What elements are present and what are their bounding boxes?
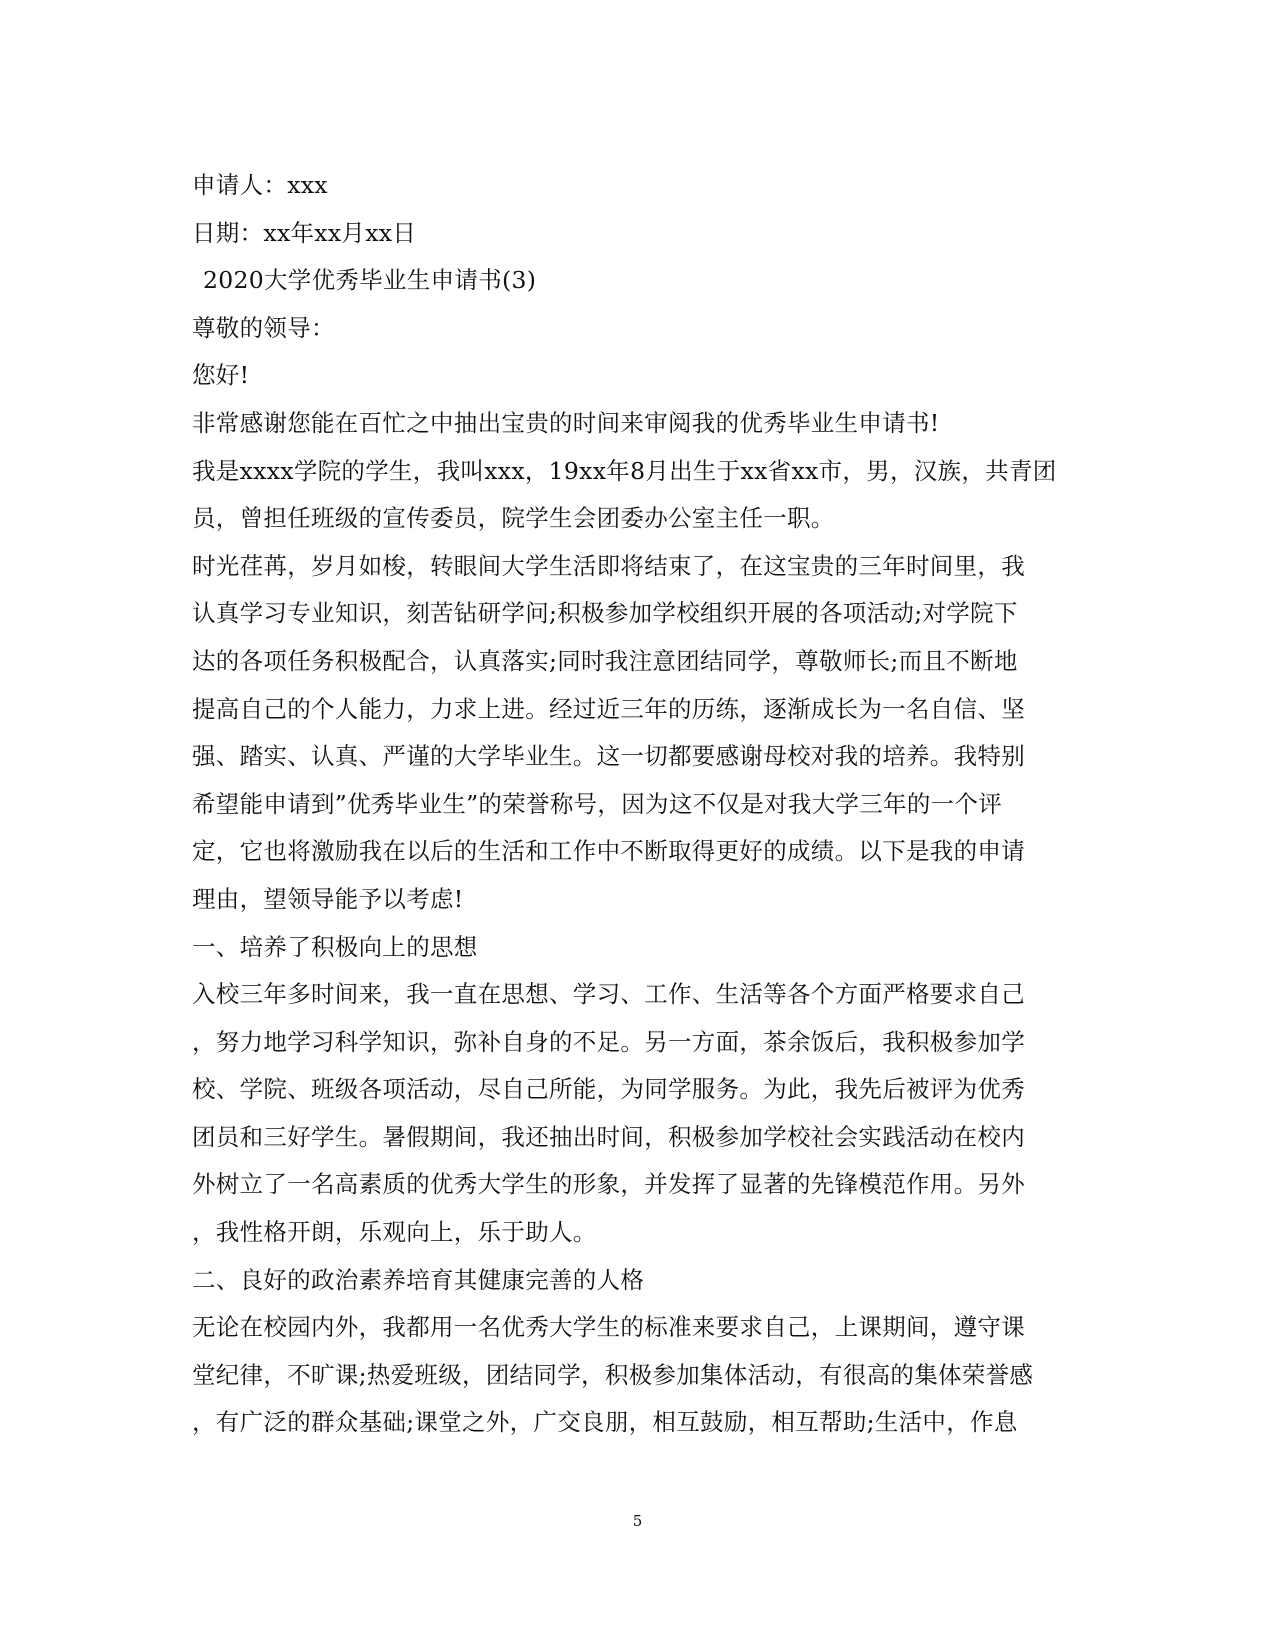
paragraph-line: 外树立了一名高素质的优秀大学生的形象，并发挥了显著的先锋模范作用。另外 bbox=[192, 1170, 1025, 1199]
paragraph-line: 入校三年多时间来，我一直在思想、学习、工作、生活等各个方面严格要求自己 bbox=[192, 980, 1025, 1009]
paragraph-line: ，努力地学习科学知识，弥补自身的不足。另一方面，茶余饭后，我积极参加学 bbox=[192, 1027, 1025, 1056]
paragraph-line: 理由，望领导能予以考虑! bbox=[192, 884, 464, 913]
paragraph-line: 我是xxxx学院的学生，我叫xxx，19xx年8月出生于xx省xx市，男，汉族，共青团 bbox=[192, 456, 1057, 485]
paragraph-line: 非常感谢您能在百忙之中抽出宝贵的时间来审阅我的优秀毕业生申请书! bbox=[192, 408, 940, 437]
paragraph-line: ，我性格开朗，乐观向上，乐于助人。 bbox=[192, 1218, 597, 1247]
paragraph-line: 强、踏实、认真、严谨的大学毕业生。这一切都要感谢母校对我的培养。我特别 bbox=[192, 742, 1025, 771]
section-heading-2: 二、良好的政治素养培育其健康完善的人格 bbox=[192, 1265, 645, 1294]
applicant-line: 申请人：xxx bbox=[192, 171, 328, 199]
page-number: 5 bbox=[632, 1512, 643, 1530]
paragraph-line: 员，曾担任班级的宣传委员，院学生会团委办公室主任一职。 bbox=[192, 504, 835, 533]
section-heading-1: 一、培养了积极向上的思想 bbox=[192, 932, 478, 961]
paragraph-line: 无论在校园内外，我都用一名优秀大学生的标准来要求自己，上课期间，遵守课 bbox=[192, 1313, 1025, 1342]
paragraph-line: 校、学院、班级各项活动，尽自己所能，为同学服务。为此，我先后被评为优秀 bbox=[192, 1075, 1025, 1104]
greeting: 您好! bbox=[192, 361, 250, 390]
paragraph-line: 认真学习专业知识，刻苦钻研学问;积极参加学校组织开展的各项活动;对学院下 bbox=[192, 599, 1018, 628]
document-title: 2020大学优秀毕业生申请书(3) bbox=[203, 266, 537, 295]
salutation: 尊敬的领导： bbox=[192, 313, 335, 342]
paragraph-line: 定，它也将激励我在以后的生活和工作中不断取得更好的成绩。以下是我的申请 bbox=[192, 837, 1025, 866]
paragraph-line: 时光荏苒，岁月如梭，转眼间大学生活即将结束了，在这宝贵的三年时间里，我 bbox=[192, 551, 1025, 580]
paragraph-line: 希望能申请到”优秀毕业生”的荣誉称号，因为这不仅是对我大学三年的一个评 bbox=[192, 789, 1003, 818]
paragraph-line: 达的各项任务积极配合，认真落实;同时我注意团结同学，尊敬师长;而且不断地 bbox=[192, 646, 1018, 675]
document-body bbox=[192, 162, 1072, 1447]
paragraph-line: 提高自己的个人能力，力求上进。经过近三年的历练，逐渐成长为一名自信、坚 bbox=[192, 694, 1025, 723]
paragraph-line: 团员和三好学生。暑假期间，我还抽出时间，积极参加学校社会实践活动在校内 bbox=[192, 1122, 1025, 1151]
date-line: 日期：xx年xx月xx日 bbox=[192, 218, 417, 247]
paragraph-line: ，有广泛的群众基础;课堂之外，广交良朋，相互鼓励，相互帮助;生活中，作息 bbox=[192, 1408, 1018, 1437]
paragraph-line: 堂纪律，不旷课;热爱班级，团结同学，积极参加集体活动，有很高的集体荣誉感 bbox=[192, 1360, 1034, 1389]
